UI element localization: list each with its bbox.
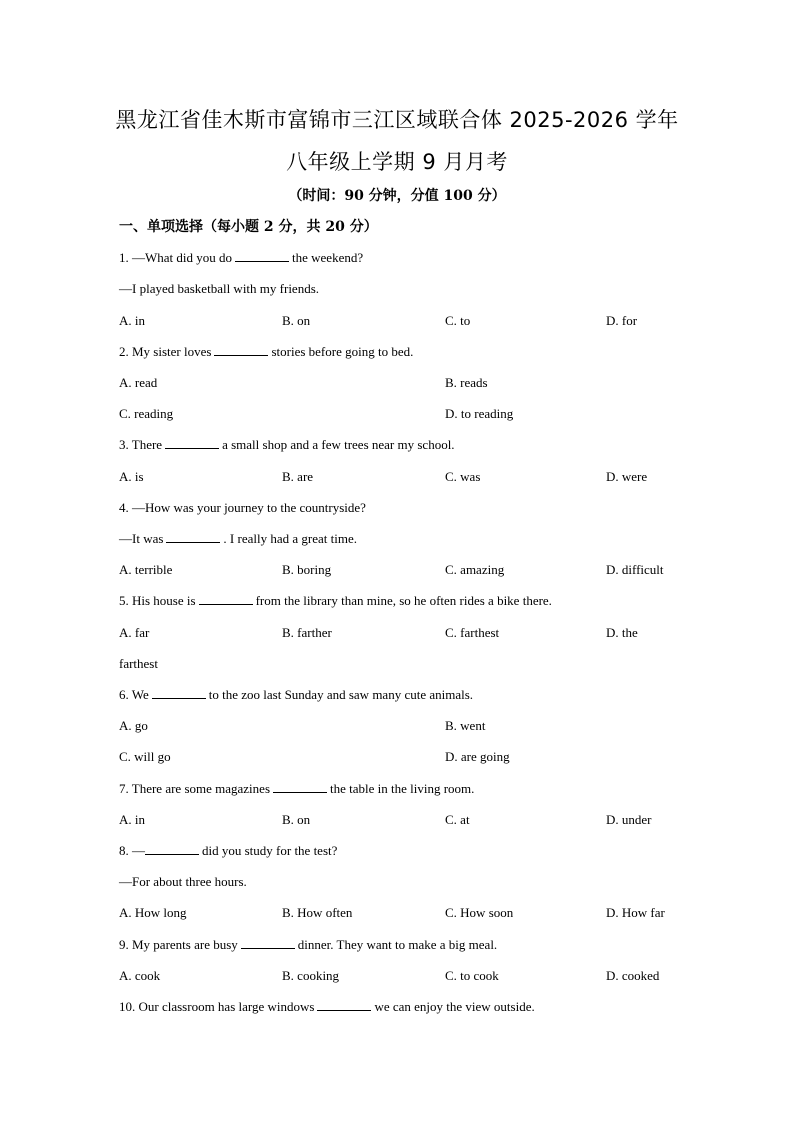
- q7-option-b: B. on: [282, 812, 311, 827]
- answer-blank: [214, 344, 268, 356]
- question-text: 9. My parents are busy: [119, 937, 238, 952]
- q6-option-a: A. go: [119, 718, 148, 733]
- question-2: [119, 344, 413, 360]
- answer-blank: [235, 250, 289, 262]
- answer-blank: [317, 999, 371, 1011]
- q3-option-a: A. is: [119, 469, 144, 484]
- q2-option-c: C. reading: [119, 406, 174, 421]
- q4-option-c: C. amazing: [445, 562, 505, 577]
- q4-option-b: B. boring: [282, 562, 332, 577]
- answer-blank: [166, 531, 220, 543]
- q5-option-d-wrap: farthest: [119, 656, 158, 671]
- question-5: [119, 593, 552, 609]
- q9-option-b: B. cooking: [282, 968, 340, 983]
- question-text: 8. —: [119, 843, 145, 858]
- q8-option-c: C. How soon: [445, 905, 514, 920]
- q2-option-d: D. to reading: [445, 406, 514, 421]
- question-8: [119, 843, 337, 859]
- q5-option-d: D. the: [606, 625, 638, 640]
- question-text: a small shop and a few trees near my school.: [222, 437, 455, 452]
- q4-option-a: A. terrible: [119, 562, 173, 577]
- question-text: dinner. They want to make a big meal.: [297, 937, 498, 952]
- question-text: 3. There: [119, 437, 163, 452]
- q5-option-b: B. farther: [282, 625, 332, 640]
- question-text: from the library than mine, so he often rides a bike there.: [255, 593, 552, 608]
- question-text: 6. We: [119, 687, 149, 702]
- question-6: [119, 687, 473, 703]
- question-text: 2. My sister loves: [119, 344, 212, 359]
- question-text: . I really had a great time.: [223, 531, 357, 546]
- question-text: the table in the living room.: [330, 781, 475, 796]
- question-1-reply: —I played basketball with my friends.: [119, 281, 320, 296]
- question-text: the weekend?: [292, 250, 364, 265]
- question-text: 10. Our classroom has large windows: [119, 999, 315, 1014]
- q3-option-c: C. was: [445, 469, 481, 484]
- q6-option-c: C. will go: [119, 749, 171, 764]
- question-text: 7. There are some magazines: [119, 781, 270, 796]
- q9-option-c: C. to cook: [445, 968, 499, 983]
- q1-option-c: C. to: [445, 313, 471, 328]
- answer-blank: [199, 593, 253, 605]
- q7-option-c: C. at: [445, 812, 470, 827]
- question-3: [119, 437, 455, 453]
- question-7: [119, 781, 474, 797]
- question-text: we can enjoy the view outside.: [374, 999, 535, 1014]
- answer-blank: [241, 937, 295, 949]
- question-text: stories before going to bed.: [271, 344, 414, 359]
- answer-blank: [152, 687, 206, 699]
- exam-title-line1: 黑龙江省佳木斯市富锦市三江区域联合体 2025-2026 学年: [115, 108, 679, 132]
- exam-title-line2: 八年级上学期 9 月月考: [286, 150, 508, 174]
- question-4-reply: [119, 531, 357, 547]
- q5-option-c: C. farthest: [445, 625, 500, 640]
- answer-blank: [165, 437, 219, 449]
- question-text: 5. His house is: [119, 593, 196, 608]
- question-text: did you study for the test?: [202, 843, 338, 858]
- answer-blank: [273, 781, 327, 793]
- question-10: [119, 999, 535, 1015]
- question-4: 4. —How was your journey to the countryside?: [119, 500, 366, 515]
- q5-option-a: A. far: [119, 625, 150, 640]
- q9-option-d: D. cooked: [606, 968, 660, 983]
- question-text: —It was: [119, 531, 164, 546]
- q8-option-d: D. How far: [606, 905, 665, 920]
- q3-option-b: B. are: [282, 469, 314, 484]
- q6-option-b: B. went: [445, 718, 486, 733]
- question-8-reply: —For about three hours.: [119, 874, 247, 889]
- q3-option-d: D. were: [606, 469, 648, 484]
- answer-blank: [145, 843, 199, 855]
- q2-option-b: B. reads: [445, 375, 488, 390]
- q4-option-d: D. difficult: [606, 562, 664, 577]
- section-heading: 一、单项选择（每小题 2 分，共 20 分）: [119, 219, 378, 235]
- q1-option-d: D. for: [606, 313, 638, 328]
- q1-option-a: A. in: [119, 313, 145, 328]
- q7-option-a: A. in: [119, 812, 145, 827]
- exam-subtitle: （时间：90 分钟，分值 100 分）: [288, 188, 506, 204]
- q8-option-a: A. How long: [119, 905, 187, 920]
- q2-option-a: A. read: [119, 375, 158, 390]
- q7-option-d: D. under: [606, 812, 652, 827]
- q6-option-d: D. are going: [445, 749, 510, 764]
- q1-option-b: B. on: [282, 313, 311, 328]
- question-1: [119, 250, 363, 266]
- question-text: 1. —What did you do: [119, 250, 233, 265]
- question-text: to the zoo last Sunday and saw many cute animals.: [208, 687, 474, 702]
- q8-option-b: B. How often: [282, 905, 353, 920]
- question-9: [119, 937, 497, 953]
- q9-option-a: A. cook: [119, 968, 161, 983]
